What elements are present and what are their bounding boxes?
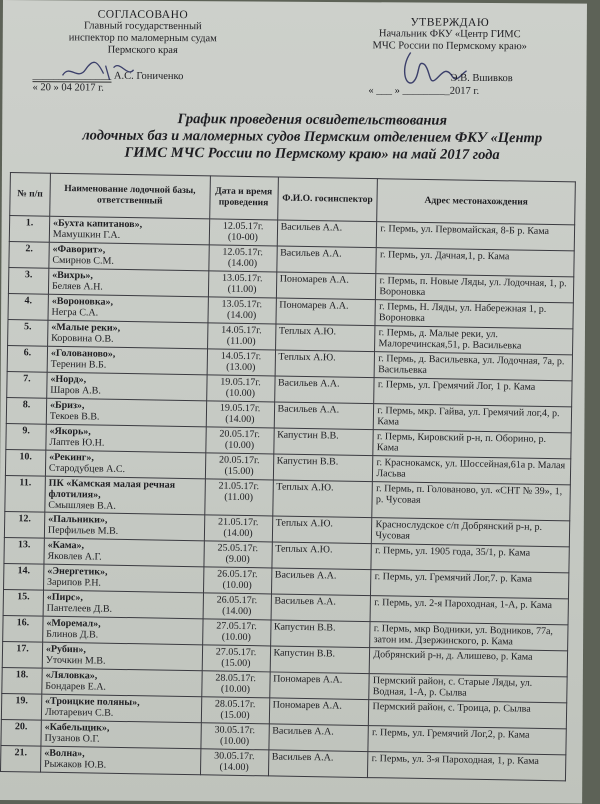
- row-number: 1.: [9, 216, 49, 243]
- row-inspector: Теплых А.Ю.: [275, 324, 375, 352]
- row-address: г. Пермь, ул. 3-я Пароходная, 1, р. Кама: [368, 752, 566, 781]
- row-address: г. Пермь, ул. Гремячий Лог,2, р. Кама: [368, 726, 566, 755]
- row-inspector: Капустин В.В.: [273, 428, 373, 456]
- row-date-time: [200, 749, 268, 776]
- row-number: 8.: [6, 398, 46, 425]
- row-number: 15.: [3, 589, 43, 616]
- row-base: [40, 746, 200, 775]
- row-number: 17.: [2, 641, 42, 668]
- row-date-time: [208, 271, 276, 298]
- row-time: (10.00): [224, 439, 255, 452]
- row-address: г. Пермь, ул. 1905 года, 35/1, р. Кама: [371, 544, 569, 573]
- row-responsible: Пузанов О.Г.: [44, 732, 100, 745]
- row-address: г. Пермь, п. Новые Ляды, ул. Лодочная, 1, р. Вороновка: [376, 274, 574, 303]
- row-date-time: [200, 723, 268, 750]
- title-line-2: лодочных баз и маломерных судов Пермским отделением ФКУ «Центр: [82, 127, 543, 147]
- row-base: [46, 424, 206, 453]
- header-address: Адрес местонахождения: [377, 179, 575, 225]
- row-inspector: Васильев А.А.: [276, 246, 376, 274]
- row-date-time: [202, 619, 270, 646]
- approval-header: СОГЛАСОВАНО: [97, 8, 189, 22]
- row-inspector: Теплых А.Ю.: [272, 516, 372, 544]
- row-base: [47, 320, 207, 349]
- row-date-time: [208, 297, 276, 324]
- row-inspector: Пономарев А.А.: [269, 672, 369, 700]
- row-address: г. Пермь, ул. Первомайская, 8-Б р. Кама: [377, 222, 575, 251]
- row-date: 25.05.17г.: [217, 542, 259, 555]
- row-date: 14.05.17г.: [221, 324, 262, 337]
- row-date: 20.05.17г.: [218, 454, 260, 467]
- row-inspector: Капустин В.В.: [273, 454, 373, 482]
- row-inspector: Васильев А.А.: [268, 724, 368, 752]
- row-responsible: Беляев А.Н.: [51, 280, 103, 293]
- row-date: 21.05.17г.: [217, 516, 259, 529]
- row-responsible: Рыжаков Ю.В.: [43, 758, 107, 771]
- row-inspector: Васильев А.А.: [271, 568, 371, 596]
- row-base-name: «Волна»,: [44, 747, 85, 760]
- approval-signer: А.С. Гониченко: [113, 70, 184, 83]
- row-inspector: Капустин В.В.: [270, 620, 370, 648]
- row-number: 16.: [3, 615, 43, 642]
- row-address: Краснослудское с/п Добрянский р-н, р. Чусовая: [372, 518, 570, 547]
- row-address: Пермский район, с. Троица, р. Сылва: [369, 700, 567, 729]
- row-inspector: Васильев А.А.: [268, 750, 368, 778]
- row-responsible: Смирнов С.М.: [52, 254, 114, 267]
- row-address: г. Пермь, п. Голованово, ул. «СНТ № 39», 1, р. Чусовая: [372, 482, 570, 521]
- row-base: [41, 694, 201, 723]
- row-address: г. Краснокамск, ул. Шоссейная,61а р. Малая Ласьва: [373, 456, 571, 485]
- row-responsible: Зарипов Р.Н.: [46, 576, 102, 589]
- row-number: 7.: [7, 372, 47, 399]
- approval-date: « 20 » 04 2017 г.: [32, 82, 104, 94]
- row-address: г. Пермь, мкр. Гайва, ул. Гремячий лог,4, р. Кама: [374, 404, 572, 433]
- row-address: Пермский район, с. Старые Ляды, ул. Водная, 1-А, р. Сылва: [369, 674, 567, 703]
- row-base: [49, 216, 209, 245]
- row-responsible: Коровина О.В.: [51, 332, 114, 345]
- row-date: 12.05.17г.: [222, 220, 264, 233]
- row-date-time: [204, 541, 272, 568]
- row-date: 20.05.17г.: [219, 428, 261, 441]
- confirmation-signer: Э.В. Вшивков: [450, 72, 513, 85]
- row-base-name: «Вихрь»,: [52, 269, 94, 282]
- row-date: 30.05.17г.: [214, 724, 256, 737]
- row-responsible: Текоев В.В.: [49, 410, 100, 423]
- row-date: 19.05.17г.: [219, 402, 261, 415]
- row-address: г. Пермь, ул. 2-я Пароходная, 1-А, р. Кама: [370, 596, 568, 625]
- approval-position-2: инспектор по маломерным судам: [68, 32, 217, 45]
- header-number: № п/п: [10, 173, 51, 217]
- row-time: (15.00): [220, 709, 250, 722]
- row-address: г. Пермь, ул. Гремячий Лог,7. р. Кама: [371, 570, 569, 599]
- header-base-name: Наименование лодочной базы, ответственный: [50, 173, 210, 219]
- row-responsible: Уточкин М.В.: [45, 654, 106, 667]
- row-date-time: [203, 567, 271, 594]
- row-base: [44, 538, 204, 567]
- row-address: г. Пермь, д. Васильевка, ул. Лодочная, 7а, р. Васильевка: [374, 352, 572, 381]
- row-responsible: Лютаревич С.В.: [44, 706, 114, 719]
- row-responsible: Яковлев А.Г.: [47, 550, 102, 563]
- row-base: [45, 476, 205, 515]
- approval-block: [33, 8, 253, 57]
- row-date: 14.05.17г.: [220, 350, 262, 363]
- row-base: [43, 616, 203, 645]
- row-time: (10.00): [225, 387, 256, 400]
- row-date: 27.05.17г.: [215, 646, 257, 659]
- row-date-time: [203, 593, 271, 620]
- row-inspector: Пономарев А.А.: [275, 298, 375, 326]
- title-line-3: ГИМС МЧС России по Пермскому краю» на май 2017 года: [124, 144, 500, 164]
- row-base: [45, 450, 205, 479]
- row-number: 5.: [8, 320, 48, 347]
- row-date-time: [202, 645, 270, 672]
- row-number: 12.: [4, 512, 44, 539]
- row-date-time: [205, 453, 273, 480]
- row-date: 19.05.17г.: [220, 376, 261, 389]
- row-inspector: Пономарев А.А.: [276, 272, 376, 300]
- document-title: [62, 110, 562, 164]
- row-inspector: Теплых А.Ю.: [272, 480, 372, 518]
- row-number: 11.: [5, 476, 46, 513]
- row-responsible: Перфильев М.В.: [47, 524, 119, 537]
- row-address: г. Пермь, ул. Гремячий Лог, 1 р. Кама: [374, 378, 572, 407]
- row-time: (9.00): [225, 553, 250, 566]
- row-base: [46, 398, 206, 427]
- row-base-name: «Фаворит»,: [52, 243, 106, 256]
- row-address: г. Пермь, мкр Водники, ул. Водников, 77а, затон им. Дзержинского, р. Кама: [370, 622, 568, 651]
- row-inspector: Теплых А.Ю.: [271, 542, 371, 570]
- row-time: (13.00): [226, 361, 256, 374]
- row-base: [48, 294, 208, 323]
- row-date-time: [201, 697, 269, 724]
- row-number: 21.: [1, 745, 41, 772]
- header-date-time: Дата и время проведения: [209, 176, 278, 220]
- row-responsible: Бондарев Е.А.: [45, 680, 107, 693]
- row-base-name: «Рекинг»,: [49, 451, 94, 464]
- row-responsible: Мамушкин Г.А.: [52, 228, 121, 241]
- confirmation-position-1: Начальник ФКУ «Центр ГИМС: [378, 28, 521, 41]
- row-base-name: «Якорь»,: [49, 425, 91, 438]
- row-base-name: «Энергетик»,: [47, 565, 108, 578]
- row-date: 13.05.17г.: [221, 298, 263, 311]
- row-date-time: [209, 219, 277, 246]
- row-address: г. Пермь, Кировский р-н, п. Оборино, р. Кама: [373, 430, 571, 459]
- approval-signature-line: _______________ А.С. Гониченко « 20 » 04 2017 г.: [32, 70, 184, 94]
- row-base: [44, 512, 204, 541]
- row-base: [47, 372, 207, 401]
- confirmation-position-2: МЧС России по Пермскому краю»: [372, 40, 527, 53]
- row-base-name: «Вороновка»,: [51, 295, 114, 308]
- row-base-name: «Ляловка»,: [45, 669, 98, 682]
- row-time: (10.00): [221, 631, 251, 644]
- row-time: (10.00): [222, 579, 252, 592]
- row-base: [42, 642, 202, 671]
- row-base-name: «Рубин»,: [45, 643, 87, 656]
- row-time: (14.00): [226, 309, 257, 322]
- row-base-name: «Бриз»,: [49, 399, 85, 412]
- row-base: [49, 242, 209, 271]
- row-date-time: [204, 479, 273, 516]
- row-address: г. Пермь, Н. Ляды, ул. Набережная 1, р. Вороновка: [375, 300, 573, 329]
- title-line-1: График проведения освидетельствования: [177, 111, 448, 129]
- row-base-name: «Кабельщик»,: [44, 721, 110, 734]
- row-date: 27.05.17г.: [216, 620, 257, 633]
- row-date-time: [208, 245, 276, 272]
- row-inspector: Васильев А.А.: [271, 594, 371, 622]
- row-responsible: Блинов Д.В.: [46, 628, 99, 641]
- row-address: г. Пермь, ул. Дачная,1, р. Кама: [376, 248, 574, 277]
- row-base: [43, 590, 203, 619]
- row-responsible: Негра С.А.: [51, 306, 99, 319]
- row-time: (10.00): [219, 735, 250, 748]
- row-base-name: «Моремал»,: [46, 617, 101, 630]
- row-responsible: Пантелеев Д.В.: [46, 602, 113, 615]
- row-address: г. Пермь, д. Малые реки, ул. Малоречинская,51, р. Васильевка: [375, 326, 573, 355]
- row-time: (14.00): [223, 527, 253, 540]
- row-number: 19.: [1, 693, 41, 720]
- row-date: 21.05.17г.: [218, 480, 260, 493]
- row-time: (15.00): [224, 465, 254, 478]
- row-time: (11.00): [227, 283, 257, 296]
- row-date: 12.05.17г.: [222, 246, 264, 259]
- row-base-name: «Голованово»,: [50, 347, 116, 360]
- row-date-time: [206, 401, 274, 428]
- row-base: [47, 346, 207, 375]
- row-number: 2.: [9, 242, 49, 269]
- approval-position-3: Пермского края: [107, 44, 178, 57]
- header-inspector: Ф.И.О. госинспектор: [277, 177, 378, 222]
- row-responsible: Шаров А.В.: [50, 384, 101, 397]
- row-responsible: Смышляев В.А.: [48, 499, 116, 512]
- row-time: (11.00): [224, 491, 254, 504]
- row-date: 13.05.17г.: [221, 272, 263, 285]
- row-base: [41, 720, 201, 749]
- row-number: 6.: [7, 346, 47, 373]
- row-date: 26.05.17г.: [217, 568, 258, 581]
- row-number: 20.: [1, 719, 41, 746]
- row-time: (15.00): [221, 657, 251, 670]
- row-time: (14.00): [222, 605, 252, 618]
- row-responsible: Лаптев Ю.Н.: [49, 436, 105, 449]
- row-date-time: [204, 515, 272, 542]
- row-date-time: [207, 323, 275, 350]
- row-inspector: Пономарев А.А.: [269, 698, 369, 726]
- row-inspector: Капустин В.В.: [270, 646, 370, 674]
- approval-position-1: Главный государственный: [83, 20, 202, 33]
- row-base-name: ПК «Камская малая речная флотилия»,: [48, 477, 176, 501]
- row-base-name: «Кама»,: [47, 539, 85, 552]
- row-date-time: [205, 427, 273, 454]
- row-date-time: [201, 671, 269, 698]
- row-number: 14.: [4, 564, 44, 591]
- row-number: 13.: [4, 538, 44, 565]
- row-base: [42, 668, 202, 697]
- row-base-name: «Норд»,: [50, 373, 87, 386]
- row-date: 26.05.17г.: [216, 594, 258, 607]
- row-date: 28.05.17г.: [215, 672, 256, 685]
- row-inspector: Теплых А.Ю.: [275, 350, 375, 378]
- row-time: (11.00): [226, 335, 256, 348]
- row-responsible: Теренин В.Б.: [50, 358, 107, 371]
- confirmation-header: УТВЕРЖДАЮ: [410, 16, 490, 29]
- row-inspector: Васильев А.А.: [274, 402, 374, 430]
- row-date-time: [207, 349, 275, 376]
- row-number: 18.: [2, 667, 42, 694]
- row-date: 28.05.17г.: [214, 698, 256, 711]
- row-inspector: Васильев А.А.: [277, 220, 377, 248]
- row-base-name: «Пирс»,: [46, 591, 83, 604]
- row-base-name: «Троицкие поляны»,: [45, 695, 140, 709]
- row-number: 3.: [8, 268, 48, 295]
- row-base-name: «Пальники»,: [48, 513, 108, 526]
- row-date: 30.05.17г.: [214, 750, 255, 763]
- schedule-table: [0, 172, 576, 781]
- row-time: (10-00): [227, 231, 259, 244]
- row-inspector: Васильев А.А.: [274, 376, 374, 404]
- row-base: [48, 268, 208, 297]
- row-number: 4.: [8, 294, 48, 321]
- row-responsible: Стародубцев А.С.: [48, 462, 126, 475]
- row-address: Добрянский р-н, д. Алишево, р. Кама: [370, 648, 568, 677]
- row-time: (14.00): [227, 257, 258, 270]
- row-number: 10.: [5, 450, 45, 477]
- approval-handwritten-signature: [57, 55, 137, 85]
- row-base: [43, 564, 203, 593]
- row-date-time: [206, 375, 274, 402]
- row-time: (14.00): [219, 761, 249, 774]
- row-base-name: «Малые реки»,: [51, 321, 121, 334]
- row-number: 9.: [6, 424, 46, 451]
- row-time: (14.00): [225, 413, 255, 426]
- row-time: (10.00): [220, 683, 251, 696]
- row-base-name: «Бухта капитанов»,: [52, 217, 143, 231]
- confirmation-date: « ___ » _________2017 г.: [368, 85, 480, 97]
